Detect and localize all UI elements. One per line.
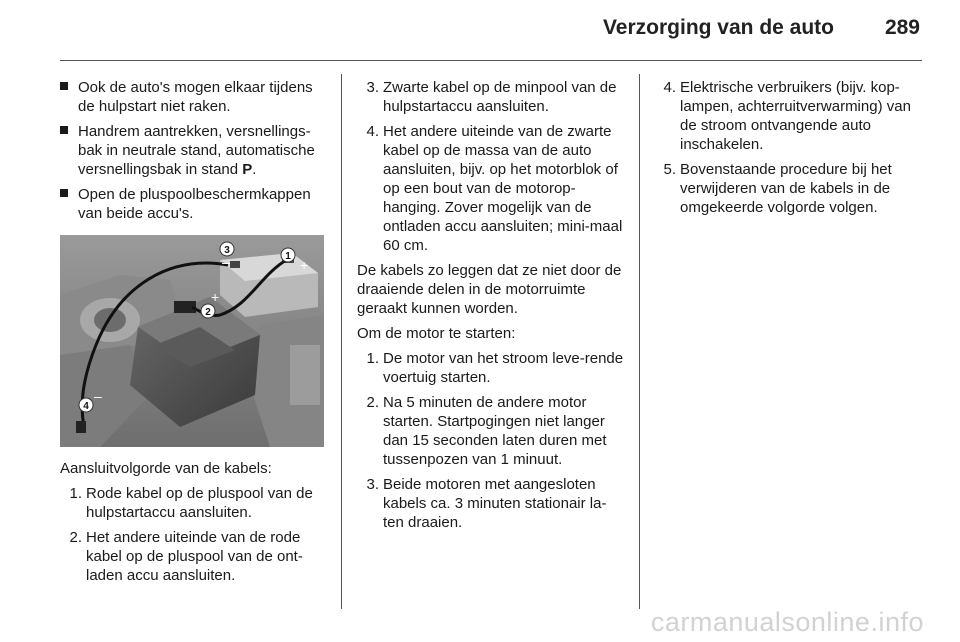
list-item: 3. Beide motoren met aangesloten kabels ca. 3 minuten stationair la-ten draaien. [366, 476, 607, 531]
list-item: 2. Het andere uiteinde van de rode kabel op de pluspool van de ont-laden accu aansluiten. [69, 529, 303, 584]
column-3 [654, 78, 924, 223]
list-item: 2. Na 5 minuten de andere motor starten. Startpogingen niet langer dan 15 seconden laten duren met tussenpozen van 1 minuut. [366, 394, 607, 468]
column-divider-2 [639, 74, 640, 609]
list-item: 1. De motor van het stroom leve-rende voertuig starten. [366, 350, 624, 386]
cable-routing-paragraph: De kabels zo leggen dat ze niet door de draaiende delen in de motorruimte geraakt kunnen worden. [357, 262, 622, 317]
bullet-item: Open de pluspoolbeschermkappen van beide accu's. [60, 185, 326, 223]
minus-sign-3: – [222, 254, 230, 270]
square-bullet-icon [60, 189, 68, 197]
connection-steps [60, 484, 326, 585]
connection-intro: Aansluitvolgorde van de kabels: [60, 460, 272, 477]
svg-text:1: 1 [285, 251, 291, 262]
plus-sign-2: + [211, 289, 220, 305]
column-2 [357, 78, 625, 538]
connection-steps-continued [357, 78, 625, 255]
callout-4 [79, 398, 93, 412]
bullet-item: Handrem aantrekken, versnellings-bak in neutrale stand, automatische versnellingsbak in stand P. [60, 122, 326, 179]
svg-text:2: 2 [205, 307, 211, 318]
square-bullet-icon [60, 82, 68, 90]
prep-bullet-list [60, 78, 326, 223]
callout-1 [281, 248, 295, 262]
list-item: 1. Rode kabel op de pluspool van de hulpstartaccu aansluiten. [69, 485, 313, 521]
list-item: 3. Zwarte kabel op de minpool van de hulpstartaccu aansluiten. [366, 79, 617, 115]
header-divider [60, 60, 922, 61]
page-number: 289 [884, 16, 920, 39]
square-bullet-icon [60, 126, 68, 134]
start-steps-continued [654, 78, 924, 217]
bullet-item: Ook de auto's mogen elkaar tijdens de hulpstart niet raken. [60, 78, 326, 116]
plus-sign-1: + [300, 257, 309, 273]
svg-text:4: 4 [83, 401, 89, 412]
column-divider-1 [341, 74, 342, 609]
start-steps [357, 349, 625, 532]
jump-start-illustration [60, 235, 324, 447]
start-intro: Om de motor te starten: [357, 325, 516, 342]
minus-sign-4: – [94, 388, 102, 404]
list-item: 4. Elektrische verbruikers (bijv. kop-lampen, achterruitverwarming) van de stroom ontvangende auto inschakelen. [663, 79, 911, 153]
list-item: 4. Het andere uiteinde van de zwarte kabel op de massa van de auto aansluiten, bijv. op het motorblok of op een bout van de motorop-hanging. Zover mogelijk van de ontladen accu aansluiten; mini-maal 60 cm. [366, 123, 623, 254]
svg-text:3: 3 [224, 245, 230, 256]
watermark: carmanualsonline.info [650, 607, 924, 637]
column-1 [60, 78, 326, 591]
callout-2 [201, 304, 215, 318]
gear-position-p: P [242, 161, 253, 178]
page-header-title: Verzorging van de auto [602, 16, 834, 39]
list-item: 5. Bovenstaande procedure bij het verwijderen van de kabels in de omgekeerde volgorde volgen. [663, 161, 892, 216]
